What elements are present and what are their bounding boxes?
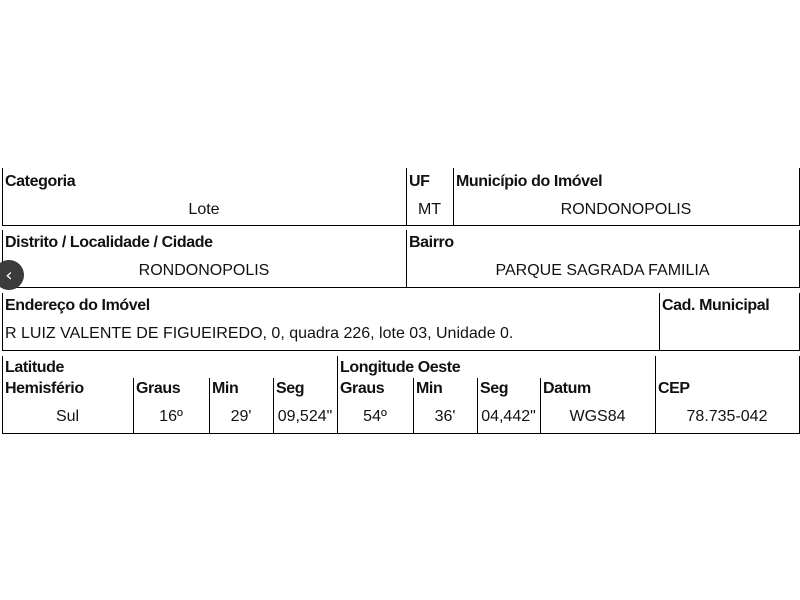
- lat-min-value: 29': [230, 408, 252, 425]
- row4-bottom-border: [2, 433, 800, 434]
- lon-graus-label: Graus: [340, 380, 385, 397]
- lon-min-value: 36': [434, 408, 456, 425]
- hemisferio-value: Sul: [55, 408, 80, 425]
- lon-min-label: Min: [416, 380, 443, 397]
- row1-bottom-border: [2, 225, 800, 226]
- endereco-label: Endereço do Imóvel: [5, 297, 150, 314]
- bairro-label: Bairro: [409, 234, 454, 251]
- lon-seg-label: Seg: [480, 380, 509, 397]
- endereco-value: R LUIZ VALENTE DE FIGUEIREDO, 0, quadra 226, lote 03, Unidade 0.: [5, 325, 514, 342]
- cad-municipal-label: Cad. Municipal: [662, 297, 770, 314]
- municipio-value: RONDONOPOLIS: [560, 201, 692, 218]
- cep-label: CEP: [658, 380, 690, 397]
- longitude-label: Longitude Oeste: [340, 359, 461, 376]
- lon-graus-value: 54º: [363, 408, 387, 425]
- lat-graus-label: Graus: [136, 380, 181, 397]
- lon-seg-value: 04,442": [481, 408, 536, 425]
- lat-seg-value: 09,524": [277, 408, 333, 425]
- bairro-value: PARQUE SAGRADA FAMILIA: [495, 262, 710, 279]
- distrito-value: RONDONOPOLIS: [138, 262, 270, 279]
- row3-bottom-border: [2, 350, 800, 351]
- uf-value: MT: [417, 201, 442, 218]
- datum-label: Datum: [543, 380, 591, 397]
- row3-left-border: [2, 293, 3, 351]
- municipio-label: Município do Imóvel: [456, 173, 603, 190]
- categoria-label: Categoria: [5, 173, 76, 190]
- previous-page-button[interactable]: [0, 260, 24, 290]
- cep-value: 78.735-042: [686, 408, 768, 425]
- chevron-left-icon: ‹: [5, 264, 13, 286]
- latitude-label: Latitude: [5, 359, 65, 376]
- row3-divider-cad: [659, 293, 660, 351]
- row2-bottom-border: [2, 287, 800, 288]
- lat-seg-label: Seg: [276, 380, 305, 397]
- datum-value: WGS84: [569, 408, 626, 425]
- uf-label: UF: [409, 173, 430, 190]
- hemisferio-label: Hemisfério: [5, 380, 84, 397]
- categoria-value: Lote: [188, 201, 220, 218]
- lat-graus-value: 16º: [159, 408, 183, 425]
- lat-min-label: Min: [212, 380, 239, 397]
- distrito-label: Distrito / Localidade / Cidade: [5, 234, 213, 251]
